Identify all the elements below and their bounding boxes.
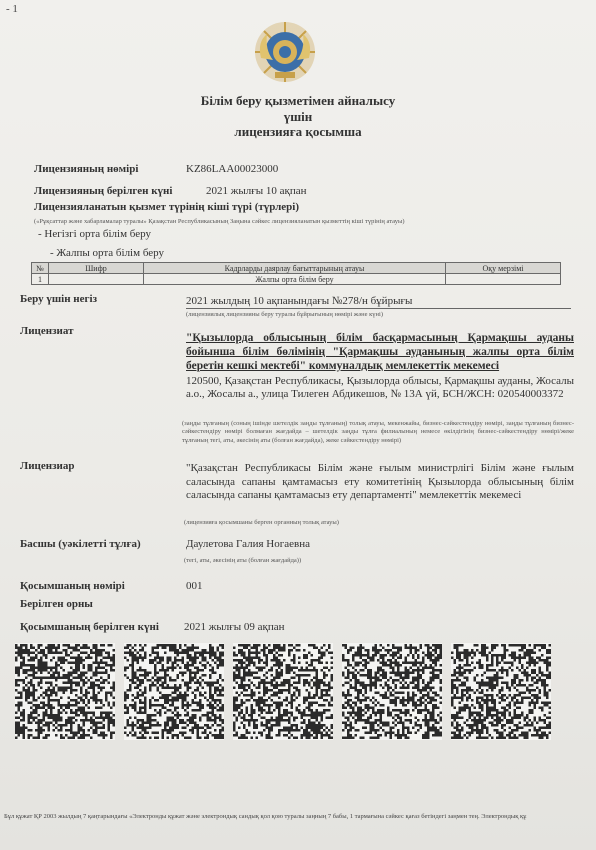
subtypes-note: («Рұқсаттар және хабарламалар туралы» Қазақстан Республикасының Заңына сәйкес лицензияланатын қызметтің кіші түрінің атауы) <box>34 218 405 225</box>
appendix-number-label: Қосымшаның нөмірі <box>20 580 125 592</box>
document-title-line1: Білім беру қызметімен айналысу <box>200 93 396 108</box>
document-title-line3: лицензияға қосымша <box>234 124 362 139</box>
document-title-line2: үшін <box>283 109 313 124</box>
table-header: Шифр <box>49 263 144 274</box>
qr-code <box>124 643 224 740</box>
head-value: Даулетова Галия Ногаевна <box>186 538 310 550</box>
basis-label: Беру үшін негіз <box>20 293 97 305</box>
basis-value: 2021 жылдың 10 ақпанындағы №278/н бұйрығы <box>186 295 413 307</box>
table-cell <box>49 274 144 285</box>
basis-note: (лицензиялық лицензияны беру туралы бұйрығының нөмірі және күні) <box>186 311 383 318</box>
head-label: Басшы (уәкілетті тұлға) <box>20 538 141 550</box>
licensor-label: Лицензиар <box>20 460 75 472</box>
licensee-note: (заңды тұлғаның (соның ішінде шетелдік заңды тұлғаның) толық атауы, мекенжайы, бизнес-сәйкестендіру нөмірі, заңды тұлғаның бизнес-сәйкестендіру нөмірі болмаған жағдайда – шетелдік заңды тұлға филиалының немесе өкілдігінің бизнес-сәйкестендіру нөмірі/жеке тұлғаның тегі, аты, әкесінің аты (болған жағдайда), жеке сәйкестендіру нөмірі) <box>182 420 574 444</box>
licensor-note: (лицензияға қосымшаны берген органның толық атауы) <box>184 519 339 526</box>
table-header: Оқу мерзімі <box>446 263 561 274</box>
table-header: № <box>32 263 49 274</box>
license-number-value: KZ86LAA00023000 <box>186 163 279 175</box>
licensee-name: "Қызылорда облысының білім басқармасының Қармақшы ауданы бойынша білім бөлімінің "Қармақшы ауданының жалпы орта білім беретін кешкі мектебі" коммуналдық мемлекеттік мекемесі <box>186 332 574 372</box>
training-directions-table <box>31 262 561 285</box>
table-cell <box>446 274 561 285</box>
page-number: - 1 <box>6 3 18 15</box>
state-emblem-icon <box>253 20 317 84</box>
license-number-label: Лицензияның нөмірі <box>34 163 139 175</box>
appendix-date-label: Қосымшаның берілген күні <box>20 621 159 633</box>
subtype-item: - Негізгі орта білім беру <box>38 228 151 240</box>
place-label: Берілген орны <box>20 598 93 610</box>
licensee-label: Лицензиат <box>20 325 74 337</box>
license-date-label: Лицензияның берілген күні <box>34 185 173 197</box>
footer-legal-note: Бұл құжат ҚР 2003 жылдың 7 қаңтарындағы «Электронды құжат және электрондық сандық қол қою туралы заңның 7 бабы, 1 тармағына сәйкес қағаз бетіндегі заңмен тең. Электрондық құ <box>4 813 527 820</box>
license-date-value: 2021 жылғы 10 ақпан <box>206 185 307 197</box>
divider <box>186 308 571 309</box>
qr-code <box>451 643 551 740</box>
appendix-date-value: 2021 жылғы 09 ақпан <box>184 621 285 633</box>
subtype-item: - Жалпы орта білім беру <box>50 247 165 259</box>
table-header: Кадрларды даярлау бағыттарының атауы <box>144 263 446 274</box>
licensor-value: "Қазақстан Республикасы Білім және ғылым министрлігі Білім және ғылым саласында сапаны қамтамасыз ету комитетінің Қызылорда облысының білім саласында сапаны қамтамасыз ету департаменті" мемлекеттік мекемесі <box>186 462 574 501</box>
appendix-number-value: 001 <box>186 580 203 592</box>
qr-code <box>15 643 115 740</box>
licensee-address: 120500, Қазақстан Республикасы, Қызылорда облысы, Қармақшы ауданы, Жосалы а.о., Жосалы а., улица Тилеген Абдикешов, № 13А үй, БСН/ЖСН: 020540003372 <box>186 375 574 400</box>
subtypes-label: Лицензияланатын қызмет түрінің кіші түрі (түрлері) <box>34 201 299 213</box>
table-cell: Жалпы орта білім беру <box>144 274 446 285</box>
qr-code <box>342 643 442 740</box>
qr-code <box>233 643 333 740</box>
table-row <box>32 274 561 285</box>
table-cell: 1 <box>32 274 49 285</box>
head-note: (тегі, аты, әкесінің аты (болған жағдайда)) <box>184 557 302 564</box>
